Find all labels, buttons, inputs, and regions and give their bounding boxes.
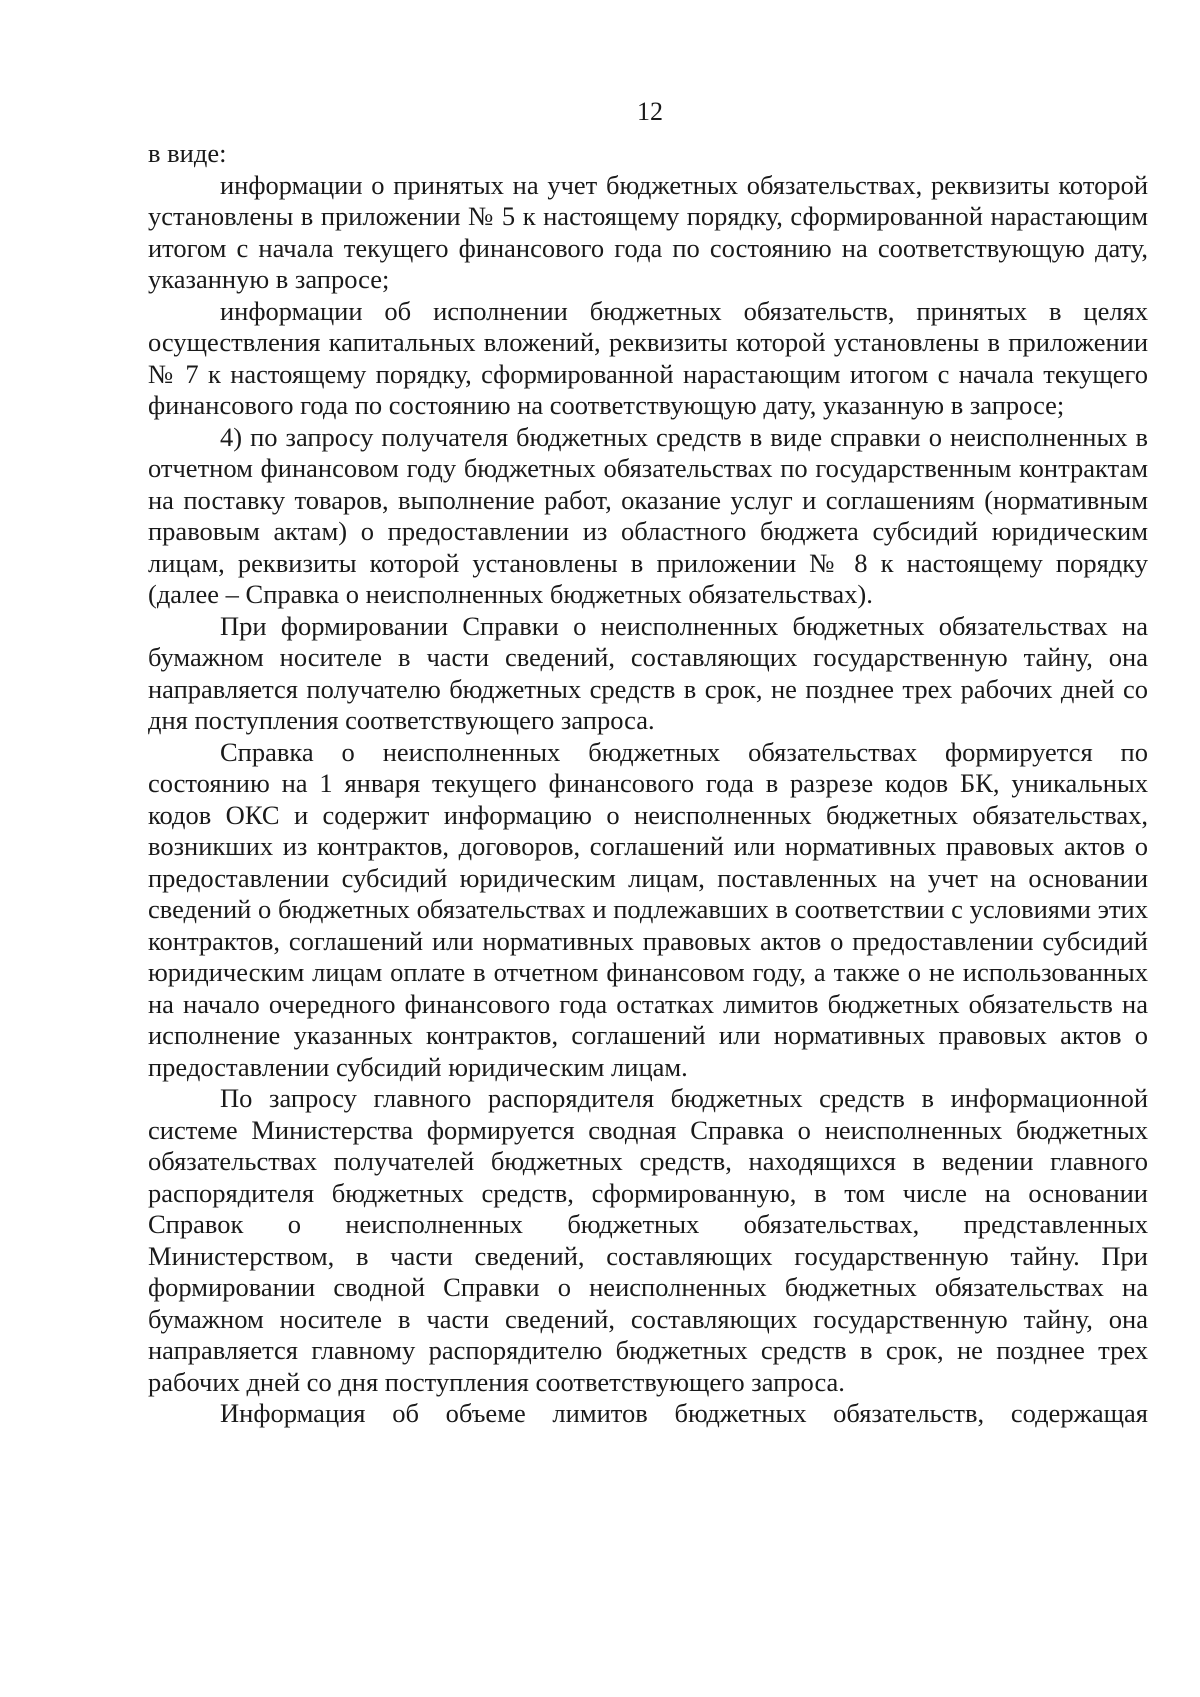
paragraph-capital-investment-info: информации об исполнении бюджетных обязательств, принятых в целях осуществления капитальных вложений, реквизиты которой установлены в приложении № 7 к настоящему порядку, сформированной нарастающим итогом с начала текущего финансового года по состоянию на соответствующую дату, указанную в запросе; — [148, 295, 1148, 420]
document-body — [148, 138, 1148, 1430]
page-number: 12 — [637, 97, 663, 126]
paragraph-paper-certificate: При формировании Справки о неисполненных бюджетных обязательствах на бумажном носителе в части сведений, составляющих государственную тайну, она направляется получателю бюджетных средств в срок, не позднее трех рабочих дней со дня поступления соответствующего запроса. — [148, 610, 1148, 735]
paragraph-item-4: 4) по запросу получателя бюджетных средств в виде справки о неисполненных в отчетном финансовом году бюджетных обязательствах по государственным контрактам на поставку товаров, выполнение работ, оказание услуг и соглашениям (нормативным правовым актам) о предоставлении из областного бюджета субсидий юридическим лицам, реквизиты которой установлены в приложении № 8 к настоящему порядку (далее – Справка о неисполненных бюджетных обязательствах). — [148, 421, 1148, 609]
paragraph-limits-info: Информация об объеме лимитов бюджетных обязательств, содержащая — [220, 1398, 1148, 1428]
paragraph-summary-certificate: По запросу главного распорядителя бюджетных средств в информационной системе Министерства формируется сводная Справка о неисполненных бюджетных обязательствах получателей бюджетных средств, находящихся в ведении главного распорядителя бюджетных средств, сформированную, в том числе на основании Справок о неисполненных бюджетных обязательствах, представленных Министерством, в части сведений, составляющих государственную тайну. При формировании сводной Справки о неисполненных бюджетных обязательствах на бумажном носителе в части сведений, составляющих государственную тайну, она направляется главному распорядителю бюджетных средств в срок, не позднее трех рабочих дней со дня поступления соответствующего запроса. — [148, 1083, 1148, 1397]
paragraph-intro: в виде: — [148, 138, 227, 168]
paragraph-accepted-obligations-info: информации о принятых на учет бюджетных обязательствах, реквизиты которой установлены в приложении № 5 к настоящему порядку, сформированной нарастающим итогом с начала текущего финансового года по состоянию на соответствующую дату, указанную в запросе; — [148, 169, 1148, 294]
paragraph-certificate-contents: Справка о неисполненных бюджетных обязательствах формируется по состоянию на 1 января текущего финансового года в разрезе кодов БК, уникальных кодов ОКС и содержит информацию о неисполненных бюджетных обязательствах, возникших из контрактов, договоров, соглашений или нормативных правовых актов о предоставлении субсидий юридическим лицам, поставленных на учет на основании сведений о бюджетных обязательствах и подлежавших в соответствии с условиями этих контрактов, соглашений или нормативных правовых актов о предоставлении субсидий юридическим лицам оплате в отчетном финансовом году, а также о не использованных на начало очередного финансового года остатках лимитов бюджетных обязательств на исполнение указанных контрактов, соглашений или нормативных правовых актов о предоставлении субсидий юридическим лицам. — [148, 736, 1148, 1082]
